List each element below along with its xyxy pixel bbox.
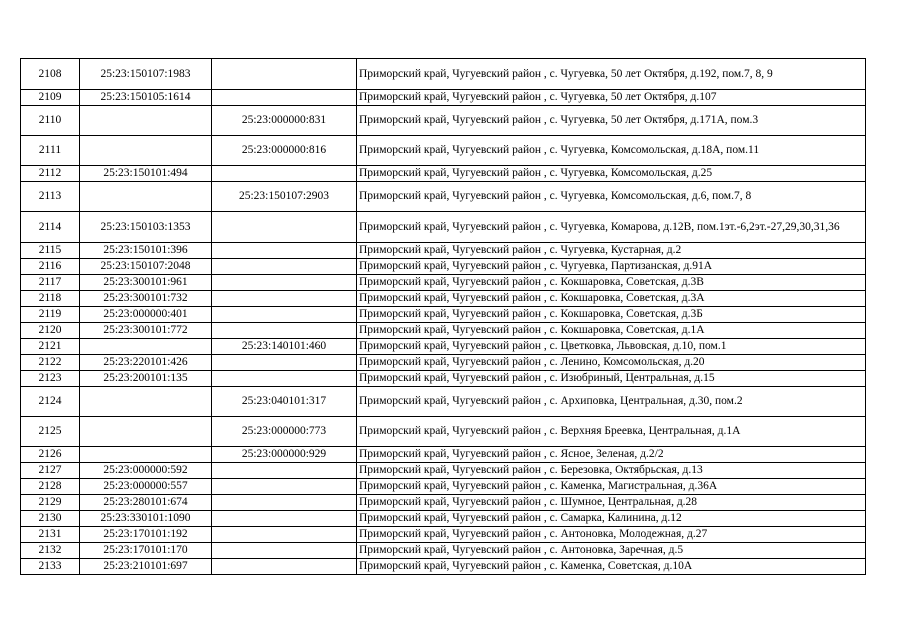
cadastral-number-alt: [212, 463, 357, 479]
address: Приморский край, Чугуевский район , с. Цветковка, Львовская, д.10, пом.1: [357, 339, 866, 355]
cadastral-number: [80, 136, 212, 166]
row-number: 2124: [21, 387, 80, 417]
table-row: [21, 166, 866, 182]
cadastral-number-alt: [212, 59, 357, 90]
cadastral-number: 25:23:210101:697: [80, 559, 212, 575]
cadastral-number-alt: 25:23:000000:773: [212, 417, 357, 447]
cadastral-number-alt: [212, 511, 357, 527]
address: Приморский край, Чугуевский район , с. Каменка, Магистральная, д.36А: [357, 479, 866, 495]
table-row: [21, 479, 866, 495]
address: Приморский край, Чугуевский район , с. Антоновка, Молодежная, д.27: [357, 527, 866, 543]
table-row: [21, 291, 866, 307]
address: Приморский край, Чугуевский район , с. Верхняя Бреевка, Центральная, д.1А: [357, 417, 866, 447]
address: Приморский край, Чугуевский район , с. Чугуевка, Партизанская, д.91А: [357, 259, 866, 275]
cadastral-number: 25:23:150101:494: [80, 166, 212, 182]
row-number: 2128: [21, 479, 80, 495]
address: Приморский край, Чугуевский район , с. Ясное, Зеленая, д.2/2: [357, 447, 866, 463]
cadastral-number: 25:23:000000:557: [80, 479, 212, 495]
table-row: [21, 323, 866, 339]
cadastral-number: 25:23:170101:170: [80, 543, 212, 559]
table-row: [21, 447, 866, 463]
address: Приморский край, Чугуевский район , с. Шумное, Центральная, д.28: [357, 495, 866, 511]
address: Приморский край, Чугуевский район , с. Изюбриный, Центральная, д.15: [357, 371, 866, 387]
cadastral-number: [80, 387, 212, 417]
row-number: 2130: [21, 511, 80, 527]
cadastral-number-alt: [212, 243, 357, 259]
cadastral-number-alt: [212, 259, 357, 275]
cadastral-number: [80, 106, 212, 136]
address: Приморский край, Чугуевский район , с. Ленино, Комсомольская, д.20: [357, 355, 866, 371]
cadastral-number: 25:23:150101:396: [80, 243, 212, 259]
row-number: 2118: [21, 291, 80, 307]
address: Приморский край, Чугуевский район , с. Чугуевка, 50 лет Октября, д.107: [357, 90, 866, 106]
cadastral-number: [80, 339, 212, 355]
table-row: [21, 387, 866, 417]
address: Приморский край, Чугуевский район , с. Кокшаровка, Советская, д.3Б: [357, 307, 866, 323]
table-row: [21, 259, 866, 275]
table-row: [21, 106, 866, 136]
table-row: [21, 559, 866, 575]
cadastral-number-alt: 25:23:150107:2903: [212, 182, 357, 212]
row-number: 2115: [21, 243, 80, 259]
cadastral-number: 25:23:280101:674: [80, 495, 212, 511]
table-row: [21, 275, 866, 291]
cadastral-number: 25:23:150105:1614: [80, 90, 212, 106]
row-number: 2116: [21, 259, 80, 275]
row-number: 2120: [21, 323, 80, 339]
row-number: 2109: [21, 90, 80, 106]
address: Приморский край, Чугуевский район , с. Каменка, Советская, д.10А: [357, 559, 866, 575]
table-row: [21, 59, 866, 90]
table-row: [21, 243, 866, 259]
row-number: 2110: [21, 106, 80, 136]
cadastral-number-alt: 25:23:000000:816: [212, 136, 357, 166]
address: Приморский край, Чугуевский район , с. Чугуевка, Кустарная, д.2: [357, 243, 866, 259]
cadastral-number: 25:23:000000:401: [80, 307, 212, 323]
row-number: 2108: [21, 59, 80, 90]
cadastral-number-alt: 25:23:000000:929: [212, 447, 357, 463]
cadastral-number: 25:23:000000:592: [80, 463, 212, 479]
address: Приморский край, Чугуевский район , с. Архиповка, Центральная, д.30, пом.2: [357, 387, 866, 417]
table-row: [21, 511, 866, 527]
table-row: [21, 355, 866, 371]
row-number: 2111: [21, 136, 80, 166]
address: Приморский край, Чугуевский район , с. Антоновка, Заречная, д.5: [357, 543, 866, 559]
address: Приморский край, Чугуевский район , с. Чугуевка, Комсомольская, д.18А, пом.11: [357, 136, 866, 166]
cadastral-number: 25:23:300101:772: [80, 323, 212, 339]
row-number: 2122: [21, 355, 80, 371]
address: Приморский край, Чугуевский район , с. Чугуевка, Комарова, д.12В, пом.1эт.-6,2эт.-27,29,30,31,36: [357, 212, 866, 243]
cadastral-number-alt: [212, 479, 357, 495]
cadastral-number: 25:23:200101:135: [80, 371, 212, 387]
address: Приморский край, Чугуевский район , с. Березовка, Октябрьская, д.13: [357, 463, 866, 479]
cadastral-number: [80, 417, 212, 447]
address: Приморский край, Чугуевский район , с. Кокшаровка, Советская, д.1А: [357, 323, 866, 339]
cadastral-number-alt: [212, 323, 357, 339]
cadastral-number-alt: [212, 166, 357, 182]
cadastral-number: 25:23:220101:426: [80, 355, 212, 371]
row-number: 2114: [21, 212, 80, 243]
registry-table: [20, 58, 866, 575]
cadastral-number-alt: [212, 495, 357, 511]
cadastral-number: 25:23:150107:1983: [80, 59, 212, 90]
table-row: [21, 371, 866, 387]
row-number: 2132: [21, 543, 80, 559]
table-row: [21, 307, 866, 323]
row-number: 2129: [21, 495, 80, 511]
address: Приморский край, Чугуевский район , с. Чугуевка, Комсомольская, д.25: [357, 166, 866, 182]
row-number: 2117: [21, 275, 80, 291]
address: Приморский край, Чугуевский район , с. Самарка, Калинина, д.12: [357, 511, 866, 527]
cadastral-number: 25:23:300101:732: [80, 291, 212, 307]
address: Приморский край, Чугуевский район , с. Кокшаровка, Советская, д.3А: [357, 291, 866, 307]
table-row: [21, 527, 866, 543]
row-number: 2112: [21, 166, 80, 182]
cadastral-number: [80, 447, 212, 463]
address: Приморский край, Чугуевский район , с. Чугуевка, 50 лет Октября, д.192, пом.7, 8, 9: [357, 59, 866, 90]
cadastral-number-alt: [212, 371, 357, 387]
row-number: 2131: [21, 527, 80, 543]
row-number: 2123: [21, 371, 80, 387]
table-row: [21, 417, 866, 447]
table-row: [21, 463, 866, 479]
cadastral-number-alt: [212, 559, 357, 575]
cadastral-number: 25:23:150107:2048: [80, 259, 212, 275]
address: Приморский край, Чугуевский район , с. Чугуевка, 50 лет Октября, д.171А, пом.3: [357, 106, 866, 136]
row-number: 2119: [21, 307, 80, 323]
row-number: 2113: [21, 182, 80, 212]
cadastral-number-alt: [212, 307, 357, 323]
cadastral-number: 25:23:300101:961: [80, 275, 212, 291]
row-number: 2126: [21, 447, 80, 463]
cadastral-number-alt: [212, 212, 357, 243]
cadastral-number: [80, 182, 212, 212]
row-number: 2133: [21, 559, 80, 575]
cadastral-number-alt: [212, 543, 357, 559]
cadastral-number-alt: 25:23:140101:460: [212, 339, 357, 355]
address: Приморский край, Чугуевский район , с. Кокшаровка, Советская, д.3В: [357, 275, 866, 291]
row-number: 2125: [21, 417, 80, 447]
table-row: [21, 495, 866, 511]
cadastral-number-alt: 25:23:000000:831: [212, 106, 357, 136]
table-row: [21, 212, 866, 243]
table-row: [21, 543, 866, 559]
cadastral-number: 25:23:150103:1353: [80, 212, 212, 243]
table-row: [21, 136, 866, 166]
cadastral-number-alt: [212, 275, 357, 291]
table-row: [21, 90, 866, 106]
cadastral-number: 25:23:330101:1090: [80, 511, 212, 527]
row-number: 2121: [21, 339, 80, 355]
cadastral-number-alt: [212, 90, 357, 106]
cadastral-number: 25:23:170101:192: [80, 527, 212, 543]
table-row: [21, 182, 866, 212]
cadastral-number-alt: [212, 355, 357, 371]
cadastral-number-alt: [212, 291, 357, 307]
table-row: [21, 339, 866, 355]
address: Приморский край, Чугуевский район , с. Чугуевка, Комсомольская, д.6, пом.7, 8: [357, 182, 866, 212]
row-number: 2127: [21, 463, 80, 479]
cadastral-number-alt: [212, 527, 357, 543]
cadastral-number-alt: 25:23:040101:317: [212, 387, 357, 417]
